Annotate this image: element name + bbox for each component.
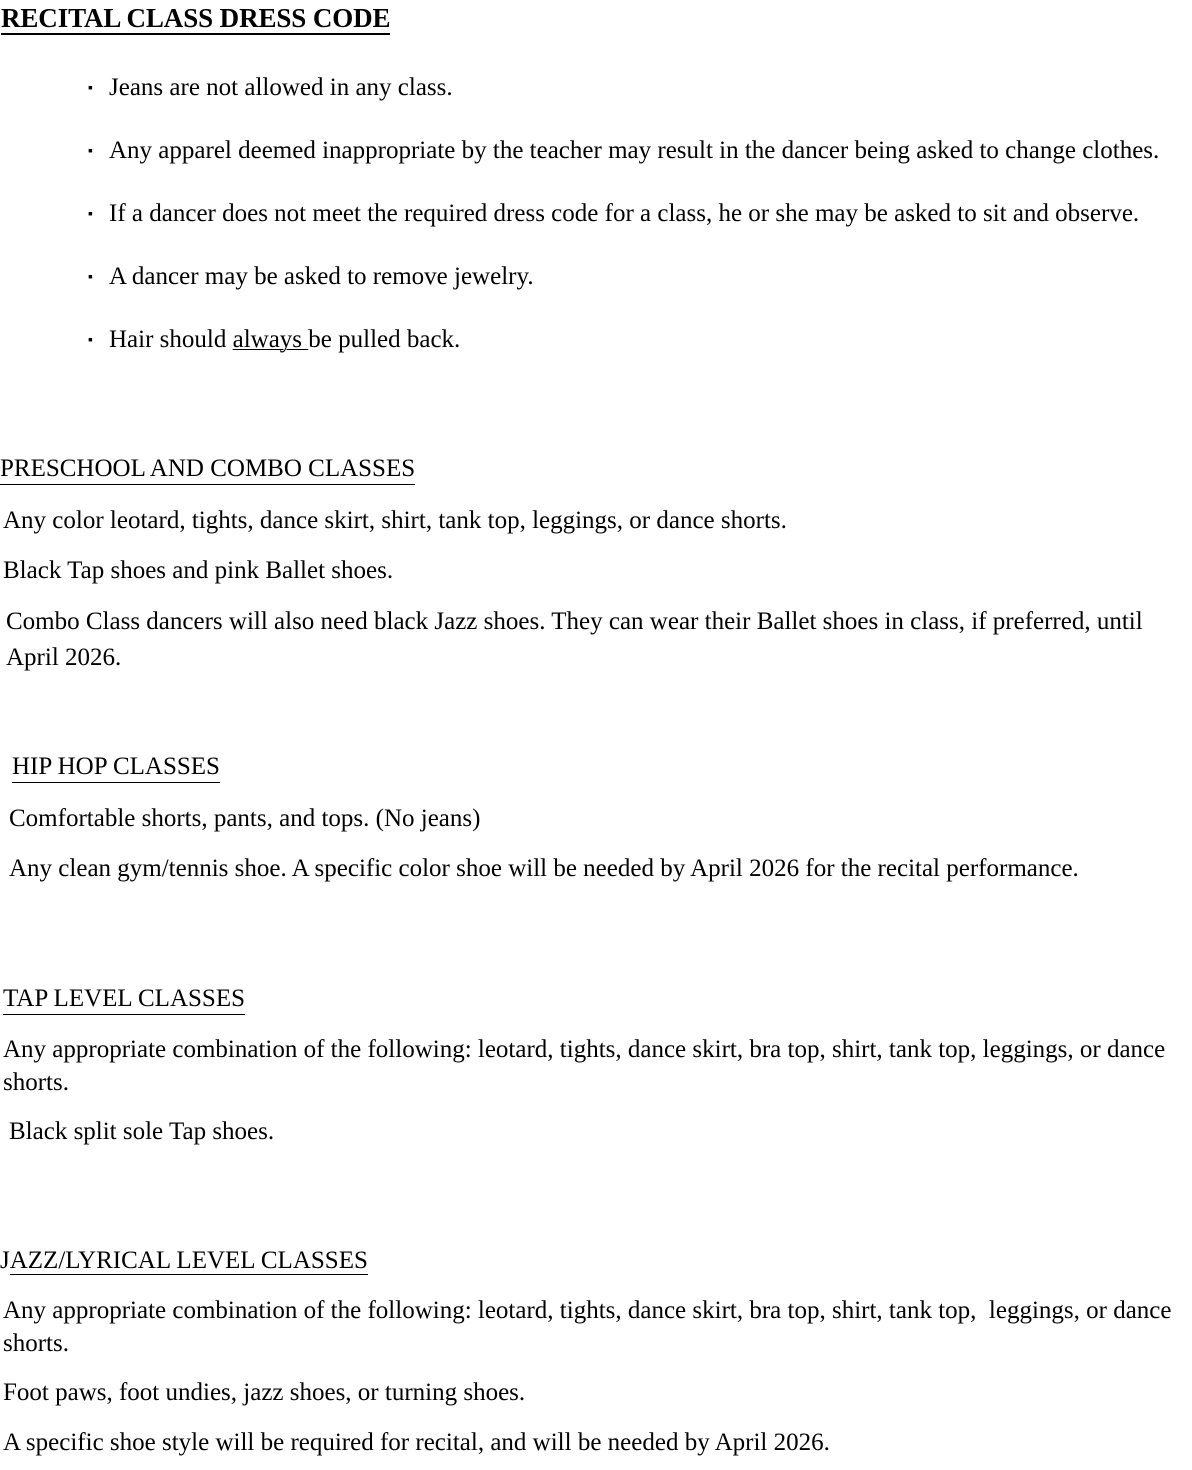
square-bullet-icon: ▪: [88, 144, 93, 160]
hair-rule-before: Hair should: [109, 326, 233, 354]
square-bullet-icon: ▪: [88, 333, 93, 349]
list-item-hair-rule: [0, 321, 1192, 358]
list-item-text: Any apparel deemed inappropriate by the teacher may result in the dancer being asked to change clothes.: [109, 137, 1160, 165]
section-preschool-and-combo-classes: [0, 454, 1192, 676]
page-title: RECITAL CLASS DRESS CODE: [1, 0, 390, 35]
list-item: [0, 195, 1192, 232]
list-item: [0, 69, 1192, 106]
square-bullet-icon: ▪: [88, 81, 93, 97]
section-paragraph: Any appropriate combination of the following: leotard, tights, dance skirt, bra top, shirt, tank top, leggings, or dance shorts.: [3, 1296, 1178, 1358]
section-heading-tap-level-classes: TAP LEVEL CLASSES: [3, 984, 245, 1015]
square-bullet-icon: ▪: [88, 207, 93, 223]
section-heading-preschool-and-combo-classes: PRESCHOOL AND COMBO CLASSES: [0, 454, 415, 485]
section-paragraph: Combo Class dancers will also need black Jazz shoes. They can wear their Ballet shoes in class, if preferred, until April 2026.: [6, 607, 1143, 671]
section-heading-jazz-lyrical-level-classes: [0, 1246, 368, 1276]
spacer: [0, 676, 1192, 752]
section-tap-level-classes: [0, 984, 1192, 1150]
spacer: [0, 358, 1192, 454]
section-heading-underlined-part: AZZ/LYRICAL LEVEL CLASSES: [9, 1246, 368, 1274]
hair-rule-after: be pulled back.: [308, 326, 461, 354]
hair-rule-emphasis: always: [232, 326, 309, 354]
section-hip-hop-classes: [0, 752, 1192, 888]
section-paragraph: Any color leotard, tights, dance skirt, shirt, tank top, leggings, or dance shorts.: [3, 507, 787, 535]
list-item-text: Jeans are not allowed in any class.: [109, 74, 453, 102]
spacer: [0, 888, 1192, 984]
general-rules-list: [0, 35, 1192, 358]
square-bullet-icon: ▪: [88, 270, 93, 286]
list-item: [0, 258, 1192, 295]
section-paragraph: Comfortable shorts, pants, and tops. (No jeans): [9, 805, 481, 833]
section-paragraph: Any clean gym/tennis shoe. A specific color shoe will be needed by April 2026 for the recital performance.: [9, 855, 1079, 883]
spacer: [0, 1150, 1192, 1246]
list-item-text: If a dancer does not meet the required dress code for a class, he or she may be asked to sit and observe.: [109, 200, 1140, 228]
section-jazz-lyrical-level-classes: [0, 1246, 1192, 1462]
section-paragraph: Any appropriate combination of the following: leotard, tights, dance skirt, bra top, shirt, tank top, leggings, or dance shorts.: [3, 1035, 1166, 1097]
list-item-text: A dancer may be asked to remove jewelry.: [109, 263, 534, 291]
section-heading-prefix: J: [0, 1246, 10, 1274]
section-paragraph: Black split sole Tap shoes.: [9, 1117, 275, 1145]
section-paragraph: Black Tap shoes and pink Ballet shoes.: [3, 557, 394, 585]
section-paragraph: Foot paws, foot undies, jazz shoes, or turning shoes.: [3, 1378, 526, 1406]
list-item: [0, 132, 1192, 169]
section-paragraph: A specific shoe style will be required for recital, and will be needed by April 2026.: [3, 1429, 830, 1457]
section-heading-hip-hop-classes: HIP HOP CLASSES: [12, 752, 220, 783]
page-title-row: [0, 0, 1192, 35]
